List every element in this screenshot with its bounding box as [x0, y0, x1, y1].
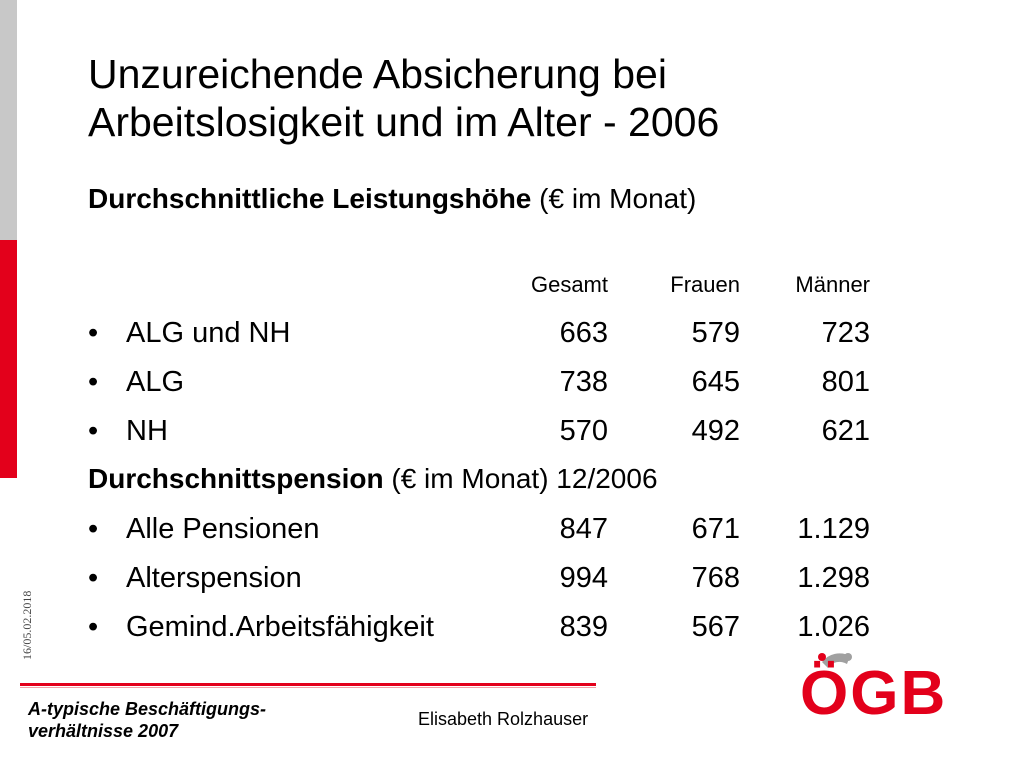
logo-text: ÖGB [800, 659, 948, 720]
value-women: 492 [691, 415, 740, 447]
table-row [88, 558, 888, 598]
footer-title-line-2: verhältnisse 2007 [28, 721, 179, 741]
value-women: 579 [691, 317, 740, 349]
row-label: NH [126, 415, 168, 447]
value-men: 1.026 [797, 611, 870, 643]
value-total: 738 [559, 366, 608, 398]
bullet: • [88, 513, 99, 545]
table-row [88, 411, 888, 451]
value-men: 621 [821, 415, 870, 447]
footer-presentation-title [28, 698, 266, 742]
footer-divider-shadow [20, 687, 596, 688]
value-men: 1.129 [797, 513, 870, 545]
title-line-1: Unzureichende Absicherung bei [88, 51, 667, 97]
row-label: Alterspension [126, 562, 302, 594]
slide-title [88, 50, 988, 146]
bullet: • [88, 366, 99, 398]
value-men: 1.298 [797, 562, 870, 594]
section-heading-benefits-rest: (€ im Monat) [531, 183, 697, 214]
row-label: Alle Pensionen [126, 513, 320, 545]
section-heading-pension-rest: (€ im Monat) 12/2006 [383, 463, 658, 494]
ogb-logo [800, 650, 970, 720]
table-row [88, 509, 888, 549]
bullet: • [88, 611, 99, 643]
value-women: 671 [691, 513, 740, 545]
footer-author: Elisabeth Rolzhauser [418, 709, 589, 729]
title-line-2: Arbeitslosigkeit und im Alter - 2006 [88, 99, 720, 145]
section-heading-benefits-bold: Durchschnittliche Leistungshöhe [88, 183, 532, 214]
value-total: 663 [559, 317, 608, 349]
slide-date: 16/05.02.2018 [20, 590, 34, 660]
bullet: • [88, 562, 99, 594]
section-heading-pension-bold: Durchschnittspension [88, 463, 384, 494]
column-header-women: Frauen [670, 272, 740, 297]
section-heading-benefits [88, 182, 696, 216]
value-total: 570 [559, 415, 608, 447]
value-men: 723 [821, 317, 870, 349]
value-women: 567 [691, 611, 740, 643]
column-header-men: Männer [795, 272, 870, 297]
value-women: 645 [691, 366, 740, 398]
table-row [88, 607, 888, 647]
row-label: ALG und NH [126, 317, 291, 349]
section-heading-pension [88, 462, 658, 496]
value-men: 801 [821, 366, 870, 398]
column-header-total: Gesamt [530, 272, 608, 297]
row-label: ALG [126, 366, 185, 398]
value-total: 847 [559, 513, 608, 545]
row-label: Gemind.Arbeitsfähigkeit [126, 611, 434, 643]
side-bar-gray [0, 0, 17, 240]
footer-title-line-1: A-typische Beschäftigungs- [28, 699, 267, 719]
value-women: 768 [691, 562, 740, 594]
value-total: 994 [559, 562, 608, 594]
table-row [88, 313, 888, 353]
bullet: • [88, 317, 99, 349]
table-row [88, 362, 888, 402]
bullet: • [88, 415, 99, 447]
value-total: 839 [559, 611, 608, 643]
side-bar-red [0, 240, 17, 478]
footer-divider [20, 683, 596, 686]
